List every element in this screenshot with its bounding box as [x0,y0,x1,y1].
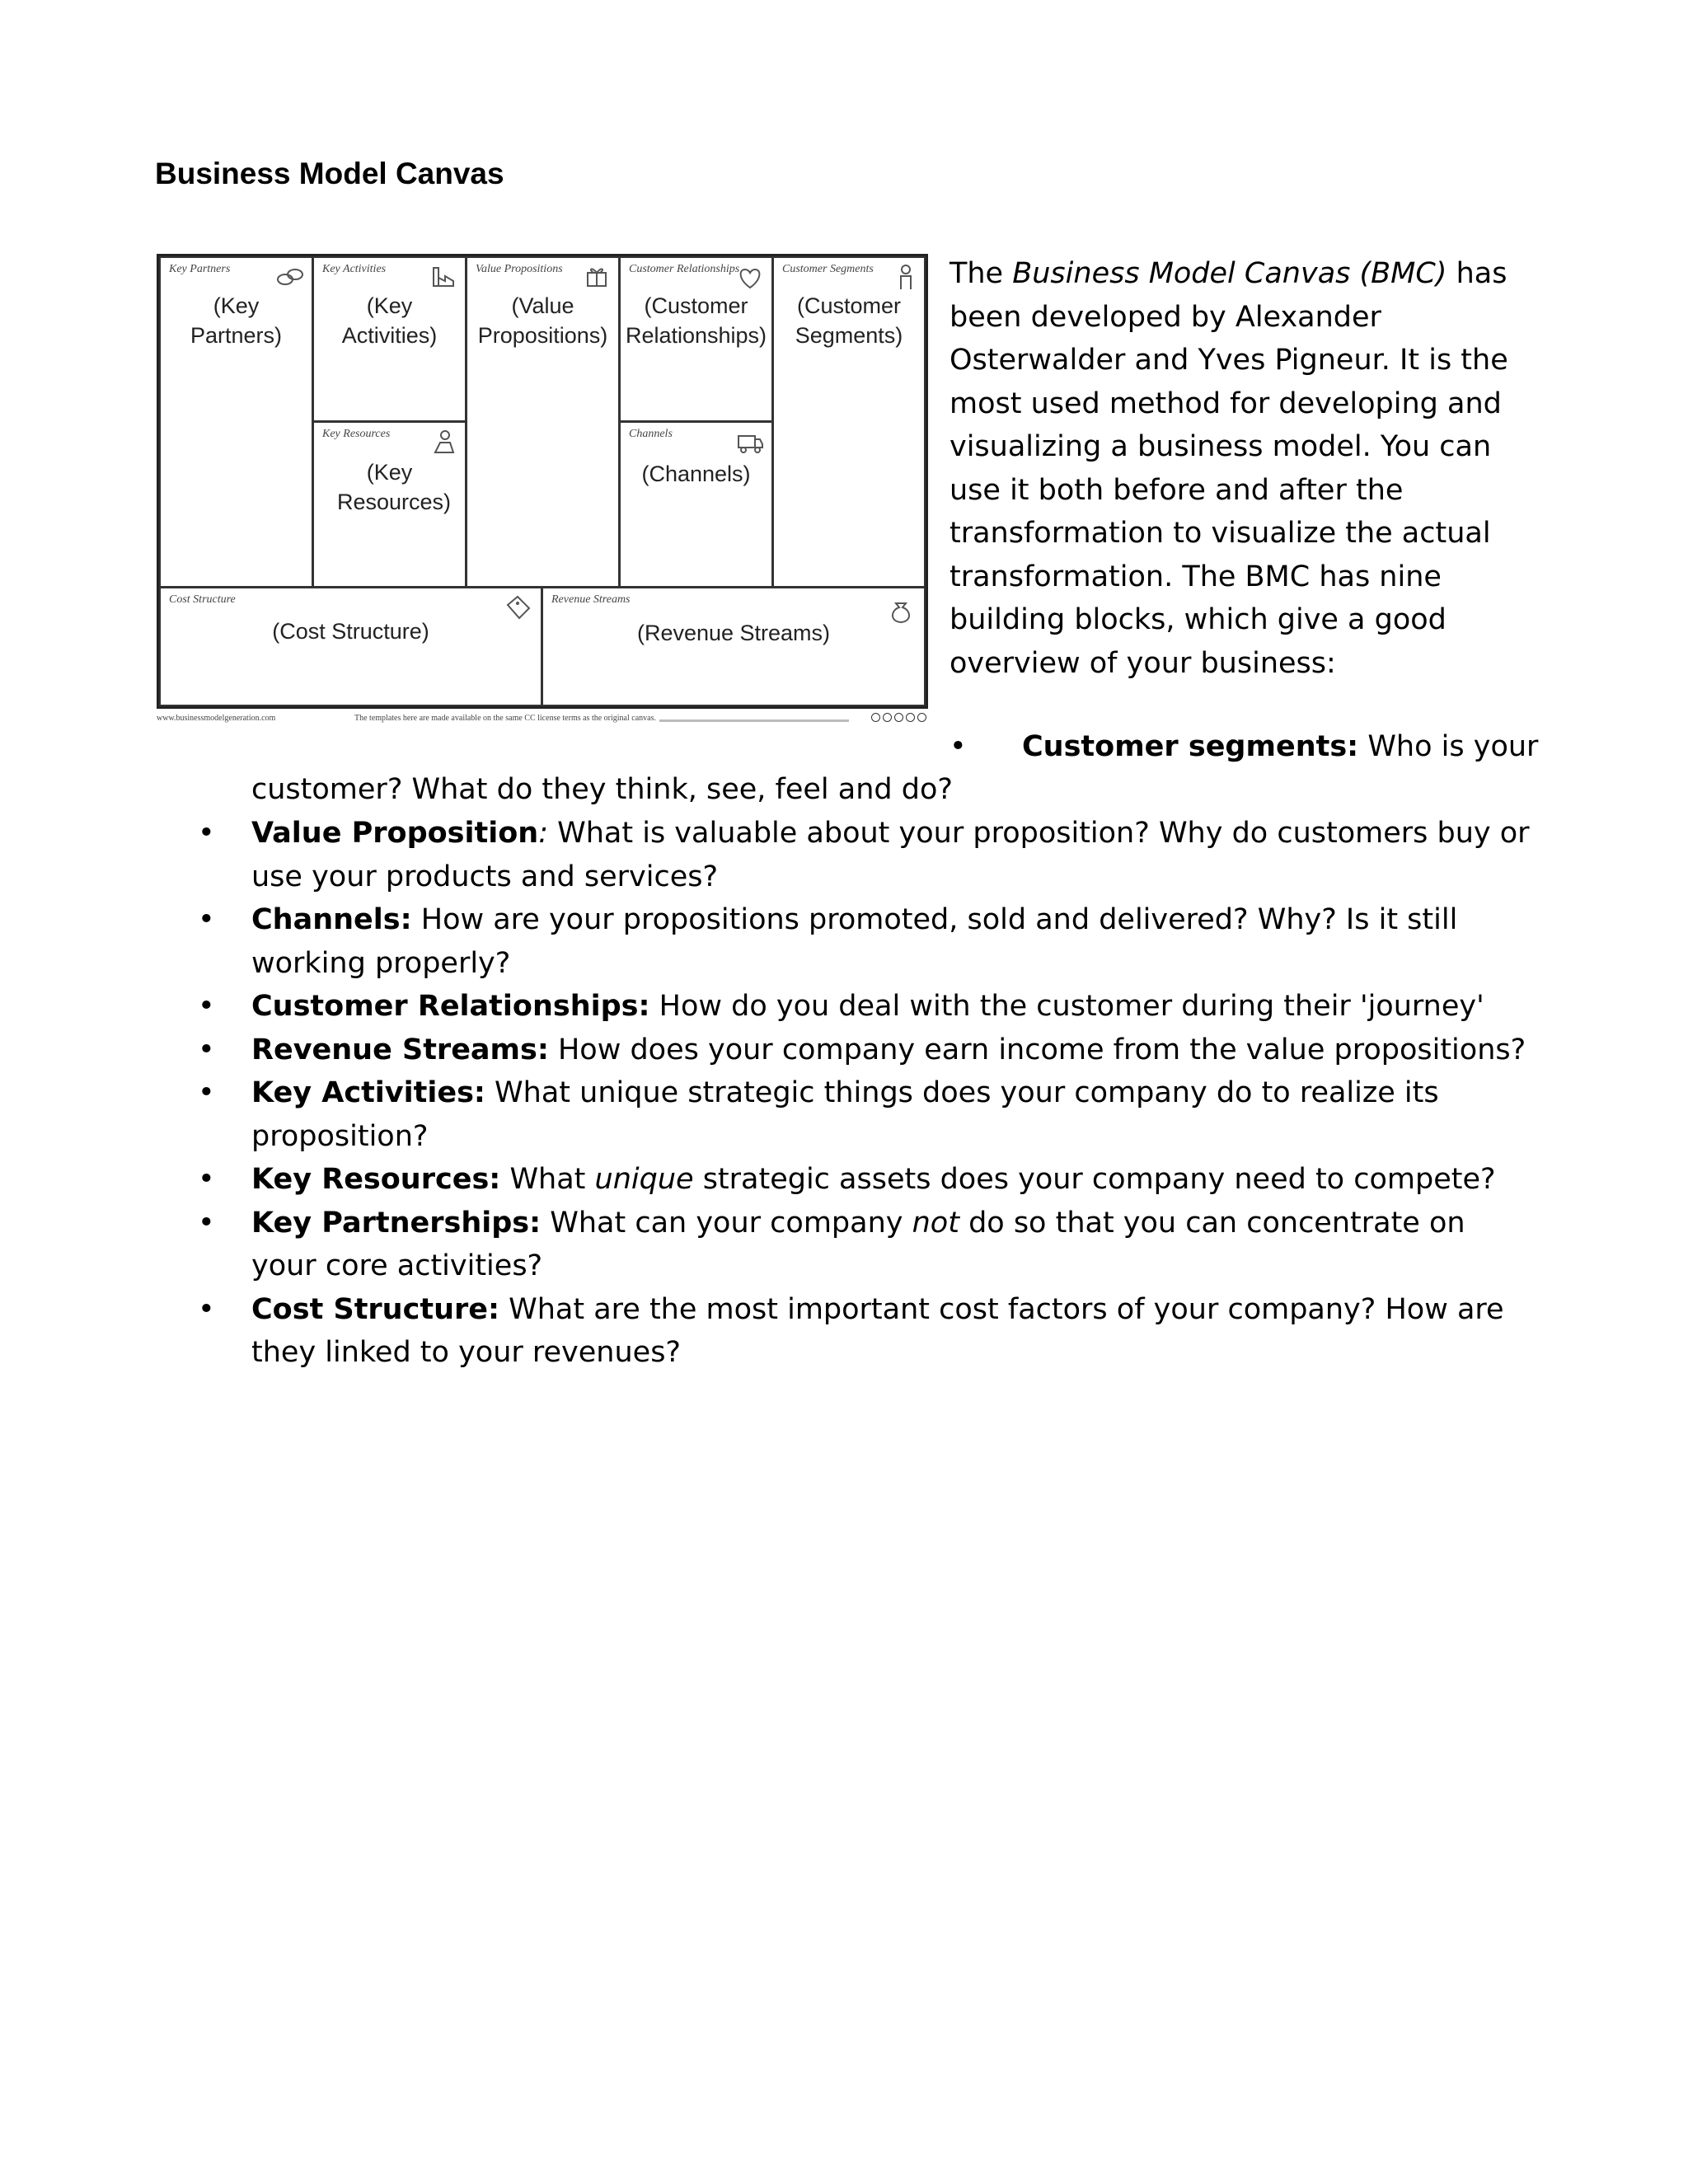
bullet: • [198,903,215,936]
list-item [198,985,1533,1029]
cell-text: (Channels) [641,462,751,486]
cell-key-resources [312,421,467,588]
truck-icon [735,428,765,456]
bullet-text: strategic assets does your company need to compete? [693,1163,1496,1196]
cell-text: (Customer Segments) [795,293,903,348]
bullet-term: Value Proposition [251,817,539,850]
bullet-term: Customer segments: [1022,730,1359,763]
bullet-term: Key Resources: [251,1163,501,1196]
gift-icon [582,263,612,291]
bullet-italic: not [912,1206,959,1240]
list-item [198,1288,1533,1375]
footer-note: The templates here are made available on the same CC license terms as the original canvas. [354,714,656,723]
cell-label: Value Propositions [476,263,563,275]
bullet: • [198,1076,215,1109]
bullet-text: What is valuable about your proposition? Why do customers buy or use your products and services? [251,817,1530,893]
list-item [950,725,1543,769]
bullet: • [198,990,215,1023]
cell-label: Cost Structure [169,593,236,606]
cell-customer-relationships [619,256,773,422]
bullet-term: Channels: [251,903,412,936]
cell-channels [619,421,773,588]
cell-label: Key Partners [169,263,231,275]
list-item [198,898,1533,985]
cell-text: (Value Propositions) [477,293,608,348]
bullet: • [198,817,215,850]
cell-label: Key Activities [322,263,387,275]
page-title: Business Model Canvas [155,157,504,190]
bullet: • [198,1033,215,1066]
cell-label: Channels [629,428,673,440]
cell-label: Key Resources [322,428,391,440]
bullet-text: What can your company [541,1206,912,1240]
bullet-text: customer? What do they think, see, feel and do? [251,773,953,806]
heart-icon [735,263,765,291]
cell-text: (Revenue Streams) [636,621,831,645]
bullet: • [198,1206,215,1240]
list-item [198,1202,1533,1288]
worker-icon [429,428,458,456]
cell-text: (Key Activities) [341,293,438,348]
cell-text: (Cost Structure) [272,619,429,644]
cell-text: (Key Partners) [190,293,283,348]
cell-customer-segments [772,256,926,588]
bullet: • [950,730,967,763]
bullet-list [198,812,1533,1375]
bullet-text: Who is your [1358,730,1539,763]
bullet: • [198,1163,215,1196]
cell-text: (Customer Relationships) [625,293,767,348]
bullet-text: How does your company earn income from the value propositions? [548,1033,1526,1066]
cell-label: Customer Relationships [629,263,740,275]
intro-paragraph [950,252,1543,685]
factory-icon [429,263,458,291]
bullet-text: What are the most important cost factors of your company? How are they linked to your revenues? [251,1292,1504,1369]
divider [659,719,849,722]
bullet-text: What [500,1163,595,1196]
bullet-italic: unique [594,1163,694,1196]
bullet-text: How are your propositions promoted, sold and delivered? Why? Is it still working properly? [251,903,1458,980]
bullet-term: Cost Structure: [251,1292,499,1326]
link-icon [275,263,305,291]
cell-value-propositions [466,256,620,588]
list-item [198,1071,1533,1158]
bullet: • [198,1292,215,1326]
cell-text: (Key Resources) [337,460,452,514]
bullet-text: What unique strategic things does your company do to realize its proposition? [251,1076,1439,1153]
bullet-term: Key Partnerships: [251,1206,542,1240]
list-item [198,1029,1533,1072]
bullet-term: Customer Relationships: [251,990,650,1023]
intro-text: The [950,257,1013,290]
cell-label: Customer Segments [782,263,874,275]
bullet-text: do so that you can concentrate on your core activities? [251,1206,1465,1282]
canvas-footnote [157,714,928,725]
cell-revenue-streams [542,587,926,706]
bullet-text: How do you deal with the customer during their 'journey' [649,990,1484,1023]
bullet-term: Revenue Streams: [251,1033,549,1066]
cell-label: Revenue Streams [551,593,631,606]
intro-text: has been developed by Alexander Osterwalder and Yves Pigneur. It is the most used method for developing and visualizing a business model. You can use it both before and after the transformation to visualize the actual transformation. The BMC has nine building blocks, which give a good overview of your business: [950,257,1508,680]
intro-italic: Business Model Canvas (BMC) [1012,257,1447,290]
creative-commons-icon [871,713,926,722]
cell-cost-structure [159,587,542,706]
cell-key-partners [159,256,313,588]
cell-key-activities [312,256,467,422]
list-item [198,1158,1533,1202]
bullet-colon: : [538,817,549,850]
list-item [198,812,1533,898]
person-icon [888,263,917,291]
footer-url: www.businessmodelgeneration.com [157,714,276,723]
bullet-term: Key Activities: [251,1076,485,1109]
business-model-canvas-figure [157,254,928,709]
